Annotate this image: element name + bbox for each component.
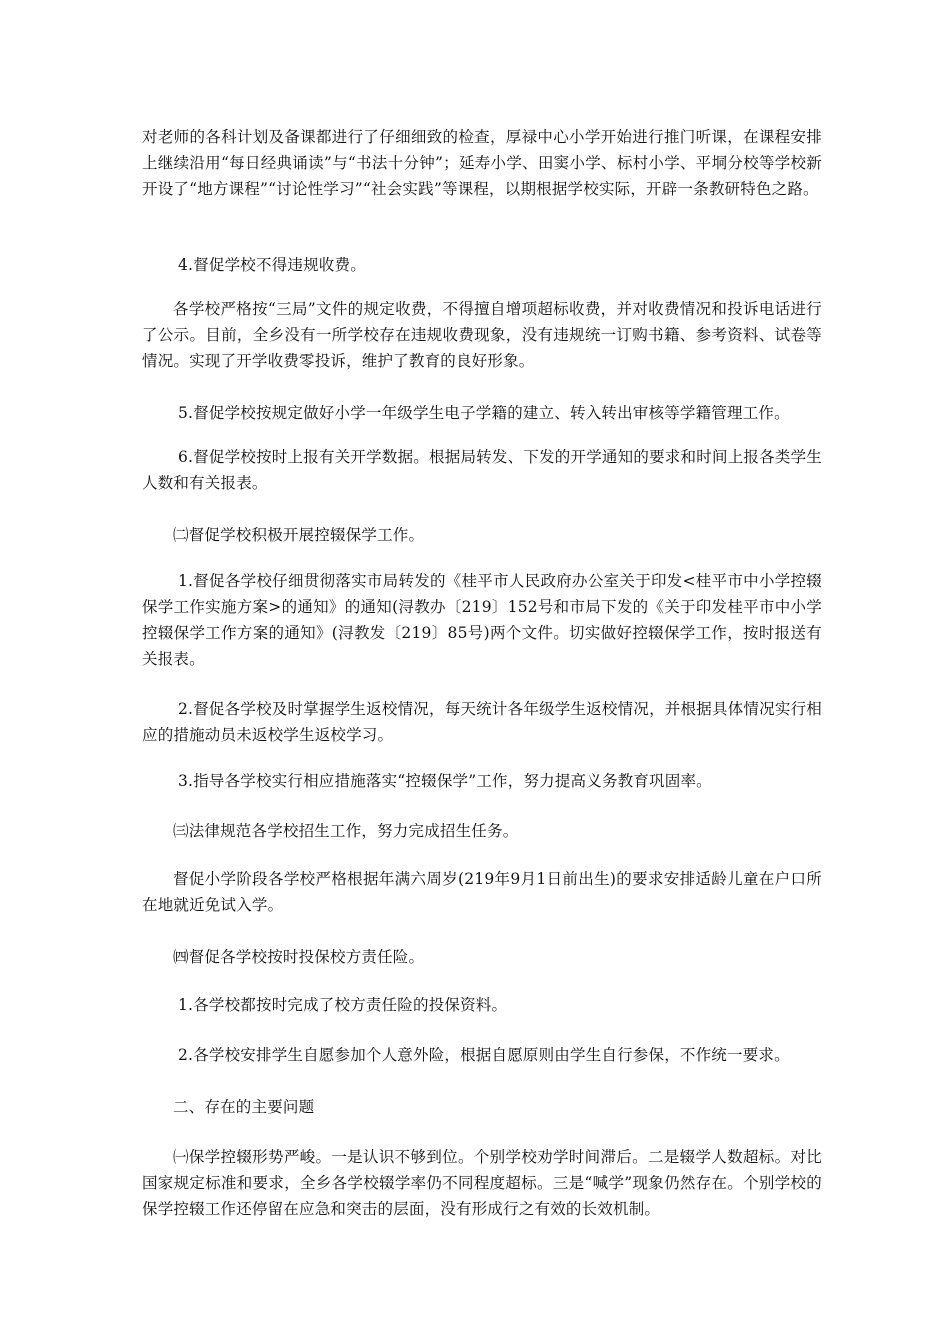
paragraph-section-3-heading: ㈢法律规范各学校招生工作，努力完成招生任务。 bbox=[173, 822, 519, 840]
paragraph-main-issues-heading: 二、存在的主要问题 bbox=[173, 1098, 315, 1116]
paragraph-item-6: 6.督促学校按时上报有关开学数据。根据局转发、下发的开学通知的要求和时间上报各类学生人数和有关报表。 bbox=[142, 448, 822, 492]
paragraph-item-4-heading: 4.督促学校不得违规收费。 bbox=[178, 256, 366, 274]
paragraph-insurance-1: 1.各学校都按时完成了校方责任险的投保资料。 bbox=[178, 996, 508, 1014]
paragraph-fee-policy: 各学校严格按“三局”文件的规定收费，不得擅自增项超标收费，并对收费情况和投诉电话进行了公示。目前，全乡没有一所学校存在违规收费现象，没有违规统一订购书籍、参考资料、试卷等情况。实现了开学收费零投诉，维护了教育的良好形象。 bbox=[142, 300, 822, 370]
paragraph-section-2-heading: ㈡督促学校积极开展控辍保学工作。 bbox=[173, 526, 425, 544]
paragraph-dropout-situation: ㈠保学控辍形势严峻。一是认识不够到位。个别学校劝学时间滞后。二是辍学人数超标。对比国家规定标准和要求，全乡各学校辍学率仍不同程度超标。三是“喊学”现象仍然存在。个别学校的保学控辍工作还停留在应急和突击的层面，没有形成行之有效的长效机制。 bbox=[142, 1148, 822, 1218]
paragraph-section-4-heading: ㈣督促各学校按时投保校方责任险。 bbox=[173, 948, 425, 966]
paragraph-item-5: 5.督促学校按规定做好小学一年级学生电子学籍的建立、转入转出审核等学籍管理工作。 bbox=[178, 404, 790, 422]
paragraph-intro-continuation: 对老师的各科计划及备课都进行了仔细细致的检查，厚禄中心小学开始进行推门听课，在课程安排上继续沿用“每日经典诵读”与“书法十分钟”；延寿小学、田窦小学、标村小学、平垌分校等学校新开设了“地方课程”“讨论性学习”“社会实践”等课程，以期根据学校实际，开辟一条教研特色之路。 bbox=[142, 128, 822, 198]
paragraph-insurance-2: 2.各学校安排学生自愿参加个人意外险，根据自愿原则由学生自行参保，不作统一要求。 bbox=[178, 1046, 790, 1064]
paragraph-enrollment: 督促小学阶段各学校严格根据年满六周岁(219年9月1日前出生)的要求安排适龄儿童在户口所在地就近免试入学。 bbox=[142, 870, 822, 914]
paragraph-item-2-return: 2.督促各学校及时掌握学生返校情况，每天统计各年级学生返校情况，并根据具体情况实行相应的措施动员未返校学生返校学习。 bbox=[142, 700, 822, 744]
paragraph-item-3-guidance: 3.指导各学校实行相应措施落实“控辍保学”工作，努力提高义务教育巩固率。 bbox=[178, 772, 712, 790]
paragraph-item-1-dropout: 1.督促各学校仔细贯彻落实市局转发的《桂平市人民政府办公室关于印发<桂平市中小学控辍保学工作实施方案>的通知》的通知(浔教办〔219〕152号和市局下发的《关于印发桂平市中小学控辍保学工作方案的通知》(浔教发〔219〕85号)两个文件。切实做好控辍保学工作，按时报送有关报表。 bbox=[142, 572, 822, 668]
